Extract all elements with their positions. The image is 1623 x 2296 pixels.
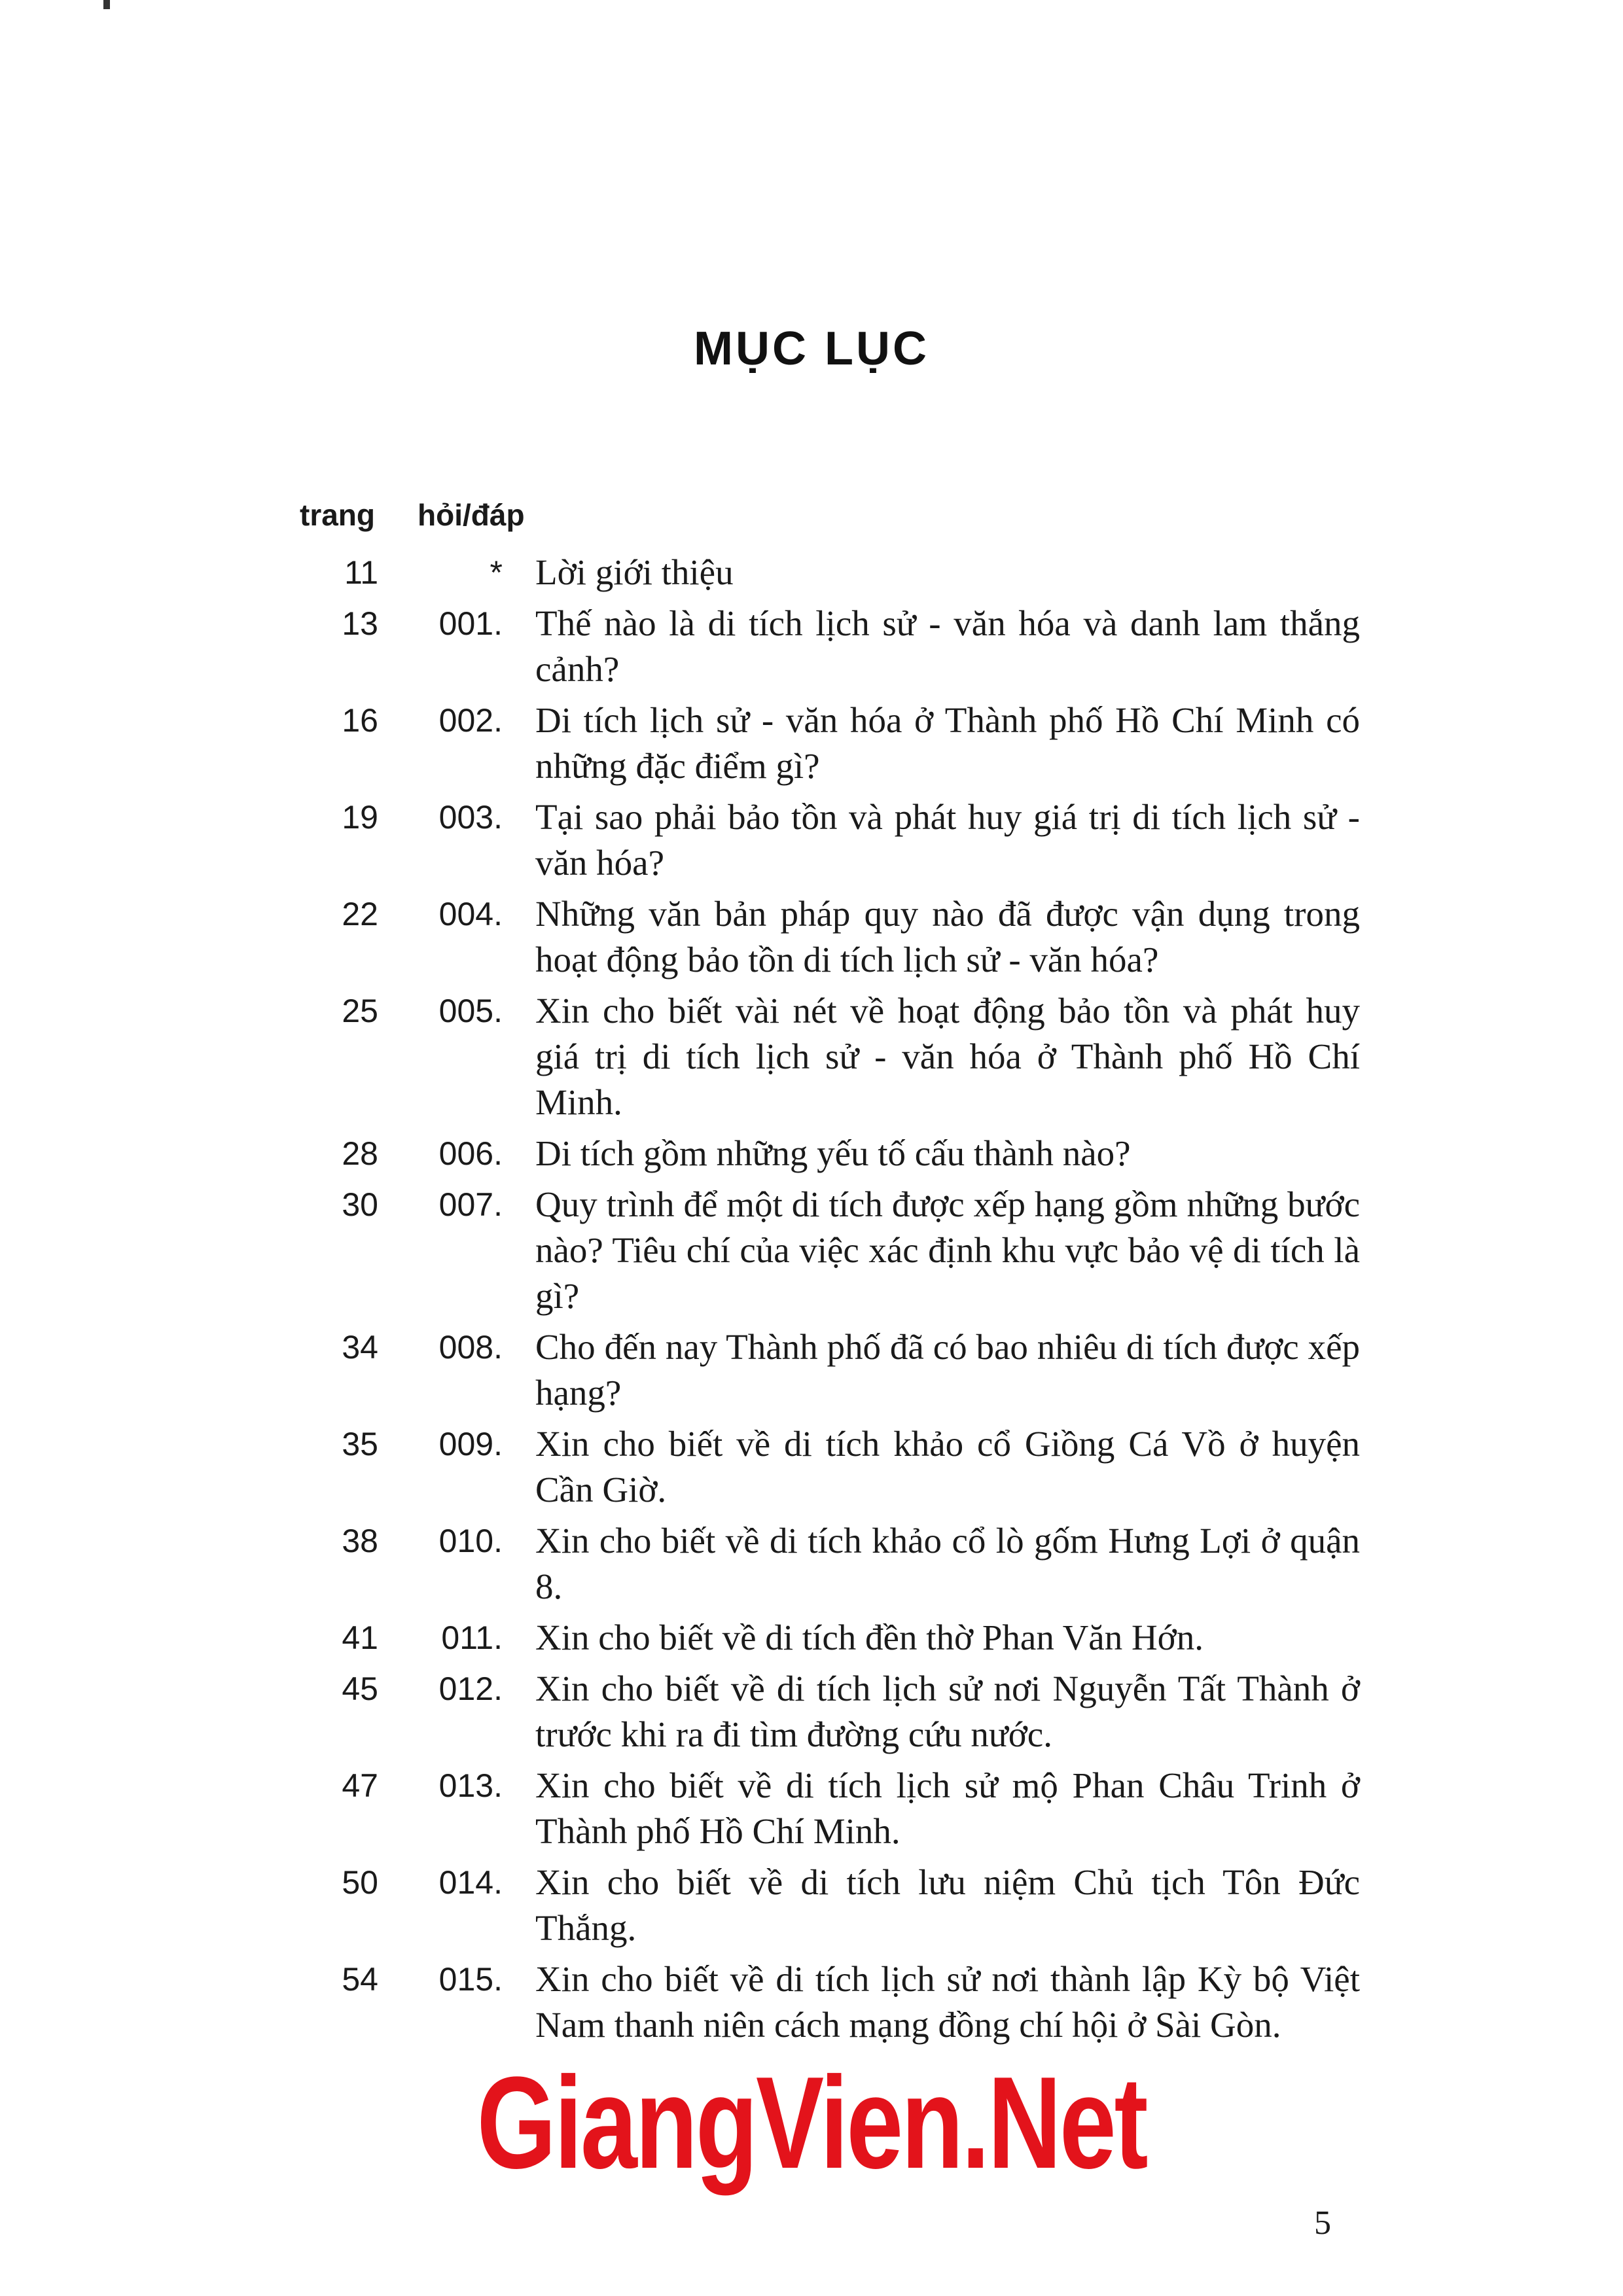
toc-entry — [300, 1421, 1360, 1513]
toc-entry — [300, 891, 1360, 983]
toc-entry-text: Lời giới thiệu — [535, 552, 734, 592]
toc-entry-number: 003. — [438, 799, 503, 836]
toc-entry-number: 015. — [438, 1961, 503, 1998]
scan-mark — [103, 0, 110, 9]
page-number: 5 — [1314, 2204, 1331, 2242]
toc-entry-text: Xin cho biết về di tích đền thờ Phan Văn Hớn. — [535, 1617, 1204, 1657]
toc-entry-page: 50 — [342, 1864, 378, 1901]
toc-entry — [300, 698, 1360, 789]
toc-entry-text: Thế nào là di tích lịch sử - văn hóa và danh lam thắng cảnh? — [535, 603, 1360, 689]
toc-entry-page: 22 — [342, 896, 378, 932]
toc-entry — [300, 601, 1360, 692]
toc-entry-text: Di tích lịch sử - văn hóa ở Thành phố Hồ Chí Minh có những đặc điểm gì? — [535, 700, 1360, 786]
qa-column-header: hỏi/đáp — [418, 498, 525, 532]
toc-entry-page: 30 — [342, 1186, 378, 1223]
toc-entry-page: 38 — [342, 1523, 378, 1559]
toc-entry-number: 008. — [438, 1329, 503, 1366]
toc-entry-page: 25 — [342, 993, 378, 1029]
page-column-header: trang — [300, 498, 375, 532]
toc-entry-page: 35 — [342, 1426, 378, 1462]
toc-entry-text: Xin cho biết về di tích lưu niệm Chủ tịch Tôn Đức Thắng. — [535, 1862, 1360, 1948]
toc-entry-text: Quy trình để một di tích được xếp hạng gồm những bước nào? Tiêu chí của việc xác định khu vực bảo vệ di tích là gì? — [535, 1184, 1360, 1316]
toc-entry-text: Xin cho biết về di tích lịch sử nơi Nguyễn Tất Thành ở trước khi ra đi tìm đường cứu nước. — [535, 1669, 1360, 1754]
toc-entry — [300, 1956, 1360, 2048]
toc-entry — [300, 1763, 1360, 1854]
toc-entry-number: 009. — [438, 1426, 503, 1462]
toc-entry-number: 002. — [438, 702, 503, 739]
toc-entry — [300, 1131, 1360, 1176]
toc-entry-number: 011. — [441, 1619, 503, 1656]
toc-entry-text: Xin cho biết về di tích khảo cổ Giồng Cá Vồ ở huyện Cần Giờ. — [535, 1424, 1360, 1510]
toc-entry-text: Những văn bản pháp quy nào đã được vận dụng trong hoạt động bảo tồn di tích lịch sử - văn hóa? — [535, 894, 1360, 980]
toc-entry-page: 16 — [342, 702, 378, 739]
toc-entry — [300, 1615, 1360, 1661]
toc-entry-number: * — [490, 554, 503, 591]
toc-entry — [300, 1860, 1360, 1951]
toc-entry-page: 19 — [342, 799, 378, 836]
toc-header — [300, 497, 1360, 550]
toc-entry-number: 013. — [438, 1767, 503, 1804]
toc-entry-page: 34 — [342, 1329, 378, 1366]
toc-entry-text: Xin cho biết về di tích khảo cổ lò gốm Hưng Lợi ở quận 8. — [535, 1521, 1360, 1606]
toc-entry-page: 41 — [342, 1619, 378, 1656]
watermark-logo: GiangVien.Net — [476, 2050, 1147, 2196]
toc-entry — [300, 988, 1360, 1125]
toc-entry-number: 012. — [438, 1670, 503, 1707]
toc-entry — [300, 550, 1360, 595]
toc-entry-number: 006. — [438, 1135, 503, 1172]
toc-entry-number: 001. — [438, 605, 503, 642]
toc-entry — [300, 1324, 1360, 1416]
toc-entry-page: 13 — [342, 605, 378, 642]
toc-entry-number: 004. — [438, 896, 503, 932]
toc-entry-number: 010. — [438, 1523, 503, 1559]
toc-entry-text: Di tích gồm những yếu tố cấu thành nào? — [535, 1133, 1131, 1173]
toc-entry-page: 45 — [342, 1670, 378, 1707]
toc-entry-page: 28 — [342, 1135, 378, 1172]
page-title: MỤC LỤC — [694, 323, 929, 375]
toc-entry-text: Xin cho biết vài nét về hoạt động bảo tồn và phát huy giá trị di tích lịch sử - văn hóa ở Thành phố Hồ Chí Minh. — [535, 991, 1360, 1122]
toc-entry — [300, 1518, 1360, 1610]
toc-entry-text: Xin cho biết về di tích lịch sử mộ Phan Châu Trinh ở Thành phố Hồ Chí Minh. — [535, 1765, 1360, 1851]
toc-entry-page: 54 — [342, 1961, 378, 1998]
toc-entry-text: Cho đến nay Thành phố đã có bao nhiêu di tích được xếp hạng? — [535, 1327, 1360, 1413]
table-of-contents — [300, 497, 1360, 2053]
toc-entry — [300, 794, 1360, 886]
toc-entry-number: 014. — [438, 1864, 503, 1901]
toc-entries — [300, 550, 1360, 2048]
toc-entry-number: 005. — [438, 993, 503, 1029]
toc-entry — [300, 1182, 1360, 1319]
toc-entry-number: 007. — [438, 1186, 503, 1223]
toc-entry — [300, 1666, 1360, 1757]
toc-entry-page: 47 — [342, 1767, 378, 1804]
toc-entry-text: Tại sao phải bảo tồn và phát huy giá trị di tích lịch sử - văn hóa? — [535, 797, 1360, 883]
toc-entry-text: Xin cho biết về di tích lịch sử nơi thành lập Kỳ bộ Việt Nam thanh niên cách mạng đồng chí hội ở Sài Gòn. — [535, 1959, 1360, 2045]
toc-entry-page: 11 — [344, 554, 378, 591]
